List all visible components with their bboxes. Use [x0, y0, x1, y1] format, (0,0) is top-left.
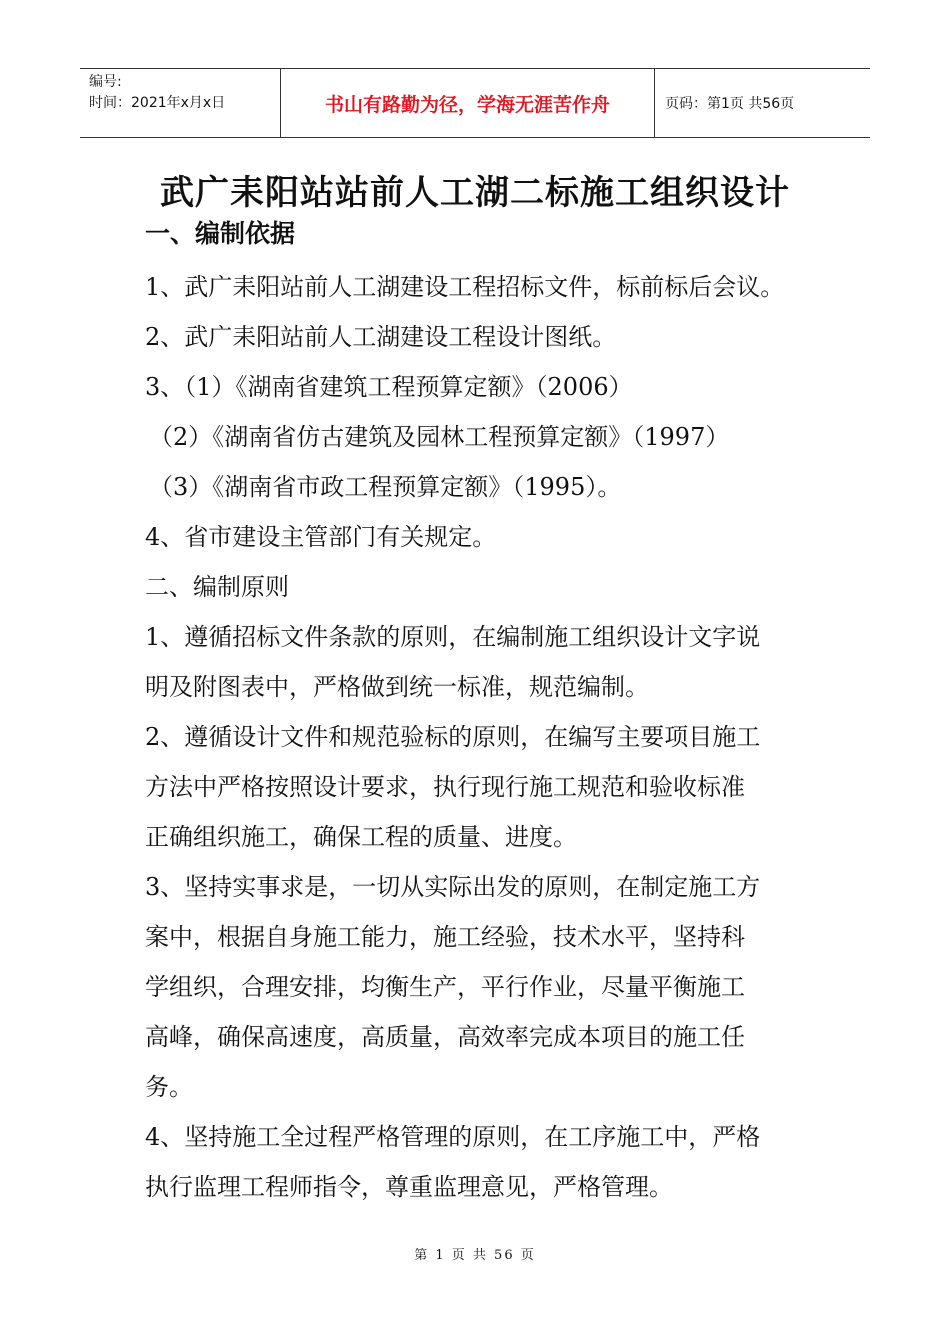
header-meta — [80, 69, 281, 137]
header-motto: 书山有路勤为径，学海无涯苦作舟 — [281, 69, 655, 137]
section2-item — [145, 612, 815, 712]
section1-item: 4、省市建设主管部门有关规定。 — [145, 523, 497, 551]
line: 正确组织施工，确保工程的质量、进度。 — [145, 823, 577, 851]
section1-item: 1、武广耒阳站前人工湖建设工程招标文件，标前标后会议。 — [145, 273, 785, 301]
section1-item: 3、（1）《湖南省建筑工程预算定额》（2006） — [145, 373, 633, 401]
number-label: 编号: — [89, 74, 122, 90]
section1-heading: 一、编制依据 — [145, 219, 296, 248]
time-label: 时间：2021年x月x日 — [89, 95, 226, 111]
line: 方法中严格按照设计要求，执行现行施工规范和验收标准 — [145, 773, 745, 801]
line: 高峰，确保高速度，高质量，高效率完成本项目的施工任 — [145, 1023, 745, 1051]
line: 1、遵循招标文件条款的原则，在编制施工组织设计文字说 — [145, 623, 761, 651]
document-title: 武广耒阳站站前人工湖二标施工组织设计 — [160, 173, 790, 213]
line: 4、坚持施工全过程严格管理的原则，在工序施工中，严格 — [145, 1123, 761, 1151]
section2-item — [145, 1112, 815, 1212]
header-page-info: 页码：第1页 共56页 — [665, 96, 795, 112]
line: 学组织，合理安排，均衡生产，平行作业，尽量平衡施工 — [145, 973, 745, 1001]
line: 明及附图表中，严格做到统一标准，规范编制。 — [145, 673, 649, 701]
document-body — [145, 212, 815, 1212]
section2-heading: 二、编制原则 — [145, 573, 289, 601]
section1-item: 2、武广耒阳站前人工湖建设工程设计图纸。 — [145, 323, 617, 351]
page-footer: 第 1 页 共 56 页 — [414, 1248, 536, 1263]
line: 2、遵循设计文件和规范验标的原则，在编写主要项目施工 — [145, 723, 761, 751]
line: 执行监理工程师指令，尊重监理意见，严格管理。 — [145, 1173, 673, 1201]
page-header — [80, 68, 870, 138]
section2-item — [145, 862, 815, 1112]
line: 案中，根据自身施工能力，施工经验，技术水平，坚持科 — [145, 923, 745, 951]
line: 务。 — [145, 1073, 193, 1101]
section1-item: （3）《湖南省市政工程预算定额》（1995）。 — [149, 473, 622, 501]
section1-item: （2）《湖南省仿古建筑及园林工程预算定额》（1997） — [149, 423, 730, 451]
section2-item — [145, 712, 815, 862]
line: 3、坚持实事求是，一切从实际出发的原则，在制定施工方 — [145, 873, 761, 901]
